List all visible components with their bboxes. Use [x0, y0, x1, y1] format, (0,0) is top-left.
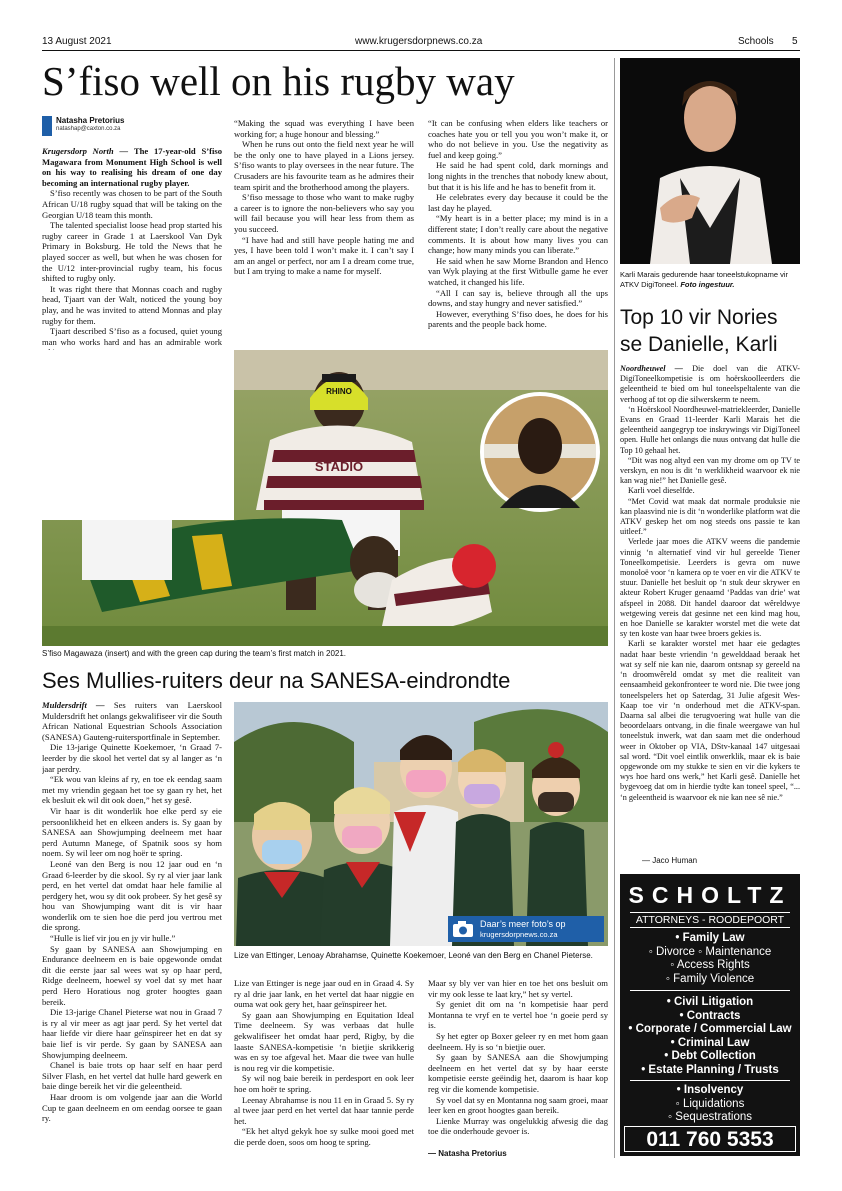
paragraph: “It can be confusing when elders like teachers or coaches hate you or tell you you won’t make it, or who do not believe in you. Use the negativity as fuel and keep going.” [428, 118, 608, 160]
jersey-label: STADIO [314, 459, 364, 474]
ad-line: ◦ Family Violence [665, 972, 755, 985]
author-email[interactable]: natashap@caxton.co.za [56, 126, 121, 132]
paragraph: “Hulle is lief vir jou en jy vir hulle.” [50, 933, 176, 944]
paragraph: Die 13-jarige Chanel Pieterse wat nou in Graad 7 is ry al vir meer as agt jaar perd. Sy het vertel dat haar liefde vir diere haar geïnspireer het en dat sy baie lief is vir perde. Sy gaan by SANESA aan Showjumping deelneem. [42, 1007, 222, 1060]
page-date: 13 August 2021 [42, 36, 112, 47]
author-name: Natasha Pretorius [56, 116, 125, 125]
paragraph: Karli voel dieselfde. [628, 486, 695, 496]
paragraph: He said when he saw Morne Brandon and Henco van Wyk playing at the first Witbulle game he ever watched, it changed his life. [428, 255, 608, 287]
paragraph: “Dit was nog altyd een van my drome om op TV te verskyn, en nou is dit ‘n werklikheid waarvoor ek nie kan wag nie!” het Danielle gesê. [620, 455, 800, 486]
paragraph: Leenay Abrahamse is nou 11 en in Graad 5. Sy ry al twee jaar perd en het vertel dat haar tannie perde het. [234, 1094, 414, 1126]
website-url[interactable]: www.krugersdorpnews.co.za [355, 36, 483, 47]
story2-dateline: Noordheuwel — [620, 364, 683, 373]
paragraph: “Met Covid wat maak dat normale produksie nie kan plaasvind nie is dit ‘n wonderlike platform wat die ATKV geskep het om nog steeds ons passie te kan uitleef.” [620, 496, 800, 537]
paragraph: Sy gaan by SANESA aan Showjumping en Endurance deelneem en is baie opgewonde omdat dit die eerste jaar sal wees wat sy op haar perd, Ridge deelneem, hoewel sy voel dat sy met haar perd Hero Horatious nog groter hoogtes gaan bereik. [42, 943, 222, 1007]
ad-line: ◦ Access Rights [670, 959, 750, 971]
promo-text: Daar’s meer foto’s op [480, 919, 566, 929]
karli-photo [620, 58, 800, 264]
karli-photo-caption [620, 270, 800, 289]
paragraph: Die 13-jarige Quinette Koekemoer, ‘n Graad 7-leerder by die skool het vertel dat sy al langer as ‘n jaar perdry. [42, 742, 222, 774]
column-divider [614, 58, 615, 1158]
story3-column-1 [42, 700, 222, 1155]
story2-byline: — Jaco Human [642, 856, 698, 865]
ad-line: • Insolvency [676, 1084, 744, 1096]
paragraph: Karli se karakter worstel met haar eie gedagtes nadat haar beste vriendin ‘n gewelddaad beraak het wat sy self nie kan nie, daarom ontsnap sy gereeld na ‘n droomwêreld omdat sy met die realiteit van eensaamheid gekonfronteer te word nie. Die twee jong toneelspelers het op Saterdag, 31 Julie afgesit Wes-Kaap toe vir ‘n onderhoud met die ATKV-span. Daarna sal albei die terugvoering wat hulle van die beoordelaars ontvang, in die finale weergawe van hul toneelstuk inwerk, wat dan saam met die onderhoud weer in Oktober op VIA, DStv-kanaal 147 uitgesaai sal word. “Dit voel eintlik onwerklik, maar ek is baie opgewonde om my stukke te sien en vir die kykers te wys hoe hard ons werk,” het Karli gesê. Danielle het bygevoeg dat om in hierdie tydte kan toneel speel, “... ‘n geleentheid is waarvoor ek nie kan nee sê nie.” [620, 639, 800, 802]
paragraph: Maar sy bly ver van hier en toe het ons besluit om vir my ook lesse te laat kry,” het sy vertel. [428, 978, 608, 999]
story1-lead: The 17-year-old S’fiso Magawara from Monument High School is well on his way to realising his dream of one day becoming an international rugby player. [42, 146, 222, 188]
ad-divider [630, 1080, 790, 1081]
paragraph: It was right there that Monnas coach and rugby head, Tjaart van der Walt, noticed the young boy play, and he was invited to attend Monnas and play rugby for them. [42, 283, 222, 326]
ad-line: • Civil Litigation [666, 996, 754, 1008]
ad-line: • Criminal Law [670, 1036, 750, 1049]
paragraph: “Making the squad was everything I have been working for; a huge honour and blessing.” [234, 118, 414, 139]
paragraph: Chanel is baie trots op haar self en haar perd Silver Flash, en het vertel dat hulle hard gewerk en baie dinge bereik het vir die geleentheid. [42, 1060, 222, 1092]
paragraph: Vir haar is dit wonderlik hoe elke perd sy eie persoonlikheid het en elkeen anders is. Sy gaan by SANESA aan Showjumping deelneem met haar perd Autumn Manege, of Spatnik soos sy hom noem. Sy wil leer om nog hoër te spring. [42, 805, 222, 859]
ad-divider [630, 990, 790, 991]
ad-line: ◦ Sequestrations [668, 1111, 752, 1123]
paragraph: “I have had and still have people hating me and yes, I have been told I won’t make it. I can’t say I am an angel or perfect, nor am I a dream come true, but I am trying to make a name for myself. [234, 234, 414, 277]
ad-group-insolvency [620, 1084, 800, 1125]
camera-icon [452, 920, 474, 938]
story3-column-2 [234, 978, 414, 1160]
paragraph: Sy geniet dit om na ‘n kompetisie haar perd Montanna te vryf en te vertel hoe ‘n goeie perd sy is. [428, 999, 608, 1031]
paragraph: “All I can say is, believe through all the ups downs, and stay hungry and never satisfied.” [428, 287, 608, 309]
paragraph: “My heart is in a better place; my mind is in a different state; I don’t really care about the negative comments. It is about how many lives you can change; how many minds you can liberate.” [428, 213, 608, 256]
paragraph: “Ek het altyd gekyk hoe sy sulke mooi goed met die perde doen, soos om hoog te spring. [234, 1126, 414, 1147]
promo-site[interactable]: krugersdorpnews.co.za [480, 930, 558, 939]
ad-line: • Corporate / Commercial Law [628, 1023, 792, 1035]
paragraph: “Ek wou van kleins af ry, en toe ek eendag saam met my vriendin gegaan het toe sy gaan ry het, het ek besluit ek wil dit ook doen,” het sy gesê. [42, 774, 222, 806]
paragraph: He celebrates every day because it could be the last day he played. [428, 192, 608, 213]
ad-line: ◦ Liquidations [675, 1097, 745, 1110]
section-name: Schools [738, 36, 774, 47]
riders-photo [234, 702, 608, 946]
header-rule [42, 50, 800, 51]
more-photos-promo[interactable] [448, 916, 604, 942]
paragraph: Leoné van den Berg is nou 12 jaar oud en ‘n Graad 6-leerder by die skool. Sy ry al vier jaar lank perd, en het vertel dat omdat haar hele familie al perdgery het, wou sy dit ook probeer. Sy het gesê sy hou van Showjumping want dit is vir haar wonderlik om te sien hoe die perd jou vertrou met die sprong. [42, 858, 222, 933]
paragraph: Verlede jaar moes die ATKV weens die pandemie vinnig ‘n alternatief vind vir hul gereelde Tiener Toneelkompetisie. Leerders is gevra om nuwe monoloë voor ‘n kamera op te voer en vir die ATKV te stuur. Danielle het besluit op ‘n stuk deur skrywer en akteur Robert Kruger genaamd ‘Paddas van drie’ wat afspeel in 2088. Dit handel daaroor dat wêreldwye wetgewing vereis dat gesinne net een kind mag hou, en hoe Danielle se karakter worstel met die wete dat sy ten koste van haar twee broers gekies is. [620, 537, 800, 639]
paragraph: Haar droom is om volgende jaar aan die World Cup te gaan deelneem en om eendag oorsee te gaan ry. [42, 1091, 222, 1124]
karli-photo-credit: Foto ingestuur. [680, 279, 735, 289]
paragraph: Ses ruiters van Laerskool Muldersdrift het onlangs gekwalifiseer vir die South African National Equestrian Schools Association (SANESA) Gauteng-ruitersportfinale in September. [42, 700, 222, 742]
paragraph: Tjaart described S’fiso as a focused, quiet young man who works hard and has an admirable work [42, 326, 222, 347]
karli-photo-art [620, 58, 800, 264]
ad-phone-box[interactable] [624, 1126, 796, 1152]
ad-subtitle: ATTORNEYS - ROODEPOORT [630, 912, 790, 928]
story3-dateline: Muldersdrift — [42, 700, 105, 710]
paragraph: Lienke Murray was ongelukkig afwesig die dag toe die onderhoude gevoer is. [428, 1115, 608, 1137]
ad-line: • Debt Collection [664, 1050, 756, 1062]
paragraph: When he runs out onto the field next year he will be the only one to have played in a Lions jersey. S’fiso wants to play oversees in the near future. The Crusaders are his favourite team as he admires their team spirit and the brotherhood among the players. [234, 139, 414, 192]
helmet-label: RHINO [326, 387, 352, 396]
karli-caption-text: Karli Marais gedurende haar toneelstukopname vir ATKV DigiToneel. [620, 270, 789, 289]
ad-line: • Family Law [675, 932, 745, 944]
paragraph: ‘n Hoërskool Noordheuwel-matriekleerder, Danielle Evans en Graad 11-leerder Karli Marais het die geleentheid aangegryp toe inskrywings vir DigiToneel open. Hulle het onlangs die nuus ontvang dat hulle die Top 10 gehaal het. [620, 404, 800, 455]
paragraph: Sy het egter op Boxer geleer ry en met hom gaan deelneem. Hy is so ‘n bietjie ouer. [428, 1030, 608, 1052]
scholtz-ad[interactable] [620, 874, 800, 1156]
story2-column [620, 364, 800, 852]
page-number: 5 [792, 36, 798, 47]
riders-photo-art [234, 702, 608, 946]
story3-byline: — Natasha Pretorius [428, 1149, 507, 1158]
paragraph: Lize van Ettinger is nege jaar oud en in Graad 4. Sy ry al drie jaar lank, en het vertel dat haar niggie en ouma wat ook gery het, haar geïnspireer het. [234, 978, 414, 1010]
rugby-photo-art [42, 350, 608, 646]
story1-column-3 [428, 118, 608, 362]
ad-phone[interactable]: 011 760 5353 [646, 1128, 774, 1151]
author-block [42, 116, 192, 138]
story1-dateline: Krugersdorp North — [42, 146, 129, 156]
paragraph: The talented specialist loose head prop started his rugby career in Grade 1 at Laerskool Van Dyk Primary in Boksburg. He told the News that he played soccer as well, but when he was chosen for the U/12 inter-provincial rugby team, his focus shifted to rugby only. [42, 220, 222, 284]
story3-column-3 [428, 978, 608, 1148]
story2-headline: Top 10 vir Nories se Danielle, Karli [620, 306, 778, 356]
rugby-photo [42, 350, 608, 646]
paragraph: Sy voel dat sy en Montanna nog saam groei, maar leer ken en groot hoogtes gaan bereik. [428, 1094, 608, 1116]
riders-photo-caption: Lize van Ettinger, Lenoay Abrahamse, Quinette Koekemoer, Leoné van den Berg en Chanel Pieterse. [234, 951, 593, 960]
paragraph: He said he had spent cold, dark mornings and long nights in the trenches that nobody knew about, but that it is his life and he has to benefit from it. [428, 160, 608, 192]
story1-column-2 [234, 118, 414, 350]
paragraph: Sy gaan aan Showjumping en Equitation Ideal Time deelneem. Sy was verbaas dat hulle gekwalifiseer het omdat haar perd, Rigby, by die laaste SANESA-kompetisie ‘n bietjie skrikkerig was en sy toe afgeval het. Maar die twee van hulle is nou reg vir die kompetisie. [234, 1009, 414, 1073]
ad-firm-name: SCHOLTZ [628, 882, 792, 908]
ad-line: • Estate Planning / Trusts [641, 1063, 779, 1076]
ad-group-practice [620, 996, 800, 1077]
ad-line: • Contracts [679, 1009, 741, 1022]
story1-headline: S’fiso well on his rugby way [42, 58, 515, 104]
ad-line: ◦ Divorce ◦ Maintenance [648, 945, 772, 958]
ad-group-family [620, 932, 800, 986]
paragraph: S’fiso message to those who want to make rugby a career is to ignore the non-believers who say you will fail because you will hear less from them as you succeed. [234, 192, 414, 234]
story3-headline: Ses Mullies-ruiters deur na SANESA-eindrondte [42, 668, 511, 693]
rugby-photo-caption: S’fiso Magawaza (insert) and with the green cap during the team’s first match in 2021. [42, 649, 347, 658]
paragraph: Die doel van die ATKV-DigiToneelkompetisie is om hoërskoolleerders die geleentheid te bied om hul toneelspeltalente van die verhoog af tot op die silwerskerm te neem. [620, 364, 800, 404]
paragraph: Sy wil nog baie bereik in perdesport en ook leer hoe om hoër te spring. [234, 1073, 414, 1094]
author-color-block [42, 116, 52, 136]
paragraph: However, everything S’fiso does, he does for his parents and the people back home. [428, 308, 608, 330]
paragraph: S’fiso recently was chosen to be part of the South African U/18 rugby squad that will be taking on the Georgian U/18 team this month. [42, 188, 222, 220]
paragraph: Sy gaan by SANESA aan die Showjumping deelneem en het vertel dat sy by haar eerste kompetisie eerste geëindig het, daarom is haar kop reg vir die komende kompetisie. [428, 1052, 608, 1094]
